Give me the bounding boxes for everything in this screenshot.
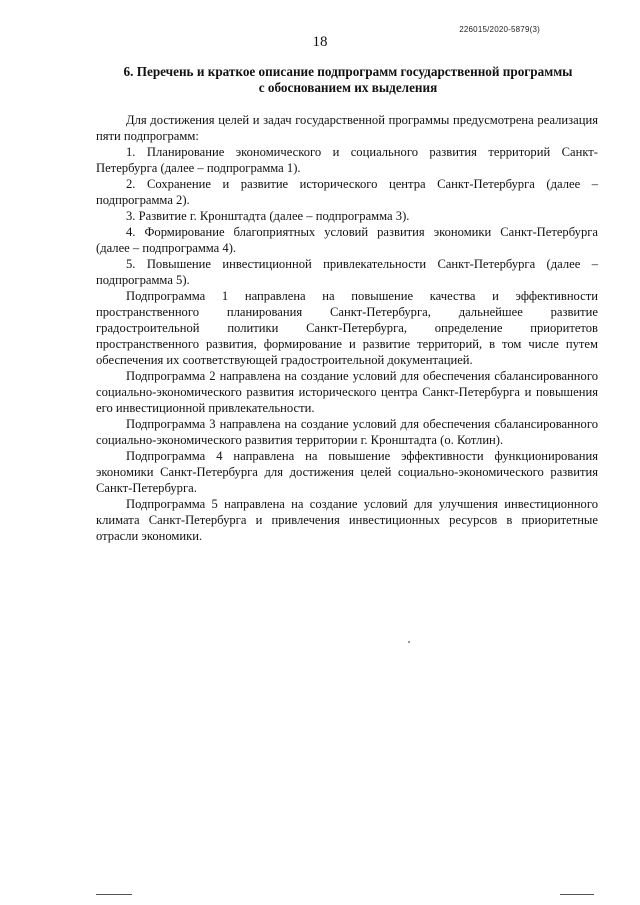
paragraph-intro: Для достижения целей и задач государственной программы предусмотрена реализация пяти подпрограмм: xyxy=(96,113,598,143)
section-heading-line-1: 6. Перечень и краткое описание подпрограмм государственной программы xyxy=(123,64,573,79)
page-number: 18 xyxy=(312,34,328,50)
list-item-subprogram-5: 5. Повышение инвестиционной привлекательности Санкт-Петербурга (далее – подпрограмма 5). xyxy=(96,257,598,287)
list-item-subprogram-4: 4. Формирование благоприятных условий развития экономики Санкт-Петербурга (далее – подпрограмма 4). xyxy=(96,225,598,255)
paragraph-subprogram-2: Подпрограмма 2 направлена на создание условий для обеспечения сбалансированного социально-экономического развития исторического центра Санкт-Петербурга и повышения его инвестиционной привлекательности. xyxy=(96,369,598,415)
section-heading xyxy=(96,64,600,96)
section-heading-line-2: с обоснованием их выделения xyxy=(258,80,438,95)
document-body xyxy=(96,112,598,544)
list-item-subprogram-3: 3. Развитие г. Кронштадта (далее – подпрограмма 3). xyxy=(126,209,410,223)
paragraph-subprogram-4: Подпрограмма 4 направлена на повышение эффективности функционирования экономики Санкт-Петербурга для достижения целей социально-экономического развития Санкт-Петербурга. xyxy=(96,449,598,495)
paragraph-subprogram-1: Подпрограмма 1 направлена на повышение качества и эффективности пространственного планирования Санкт-Петербурга, дальнейшее развитие градостроительной политики Санкт-Петербурга, определение приоритетов пространственного развития, формирование и развитие территорий, в том числе путем обеспечения их соответствующей градостроительной документацией. xyxy=(96,289,598,367)
paragraph-subprogram-3: Подпрограмма 3 направлена на создание условий для обеспечения сбалансированного социально-экономического развития территории г. Кронштадта (о. Котлин). xyxy=(96,417,598,447)
scan-speck xyxy=(408,641,410,643)
paragraph-subprogram-5: Подпрограмма 5 направлена на создание условий для улучшения инвестиционного климата Санкт-Петербурга и привлечения инвестиционных ресурсов в приоритетные отрасли экономики. xyxy=(96,497,598,543)
list-item-subprogram-2: 2. Сохранение и развитие исторического центра Санкт-Петербурга (далее – подпрограмма 2). xyxy=(96,177,598,207)
list-item-subprogram-1: 1. Планирование экономического и социального развития территорий Санкт-Петербурга (далее – подпрограмма 1). xyxy=(96,145,598,175)
scan-edge-mark-right xyxy=(560,894,594,895)
scan-edge-mark-left xyxy=(96,894,132,895)
document-registration-code: 226015/2020-5879(3) xyxy=(459,25,540,34)
